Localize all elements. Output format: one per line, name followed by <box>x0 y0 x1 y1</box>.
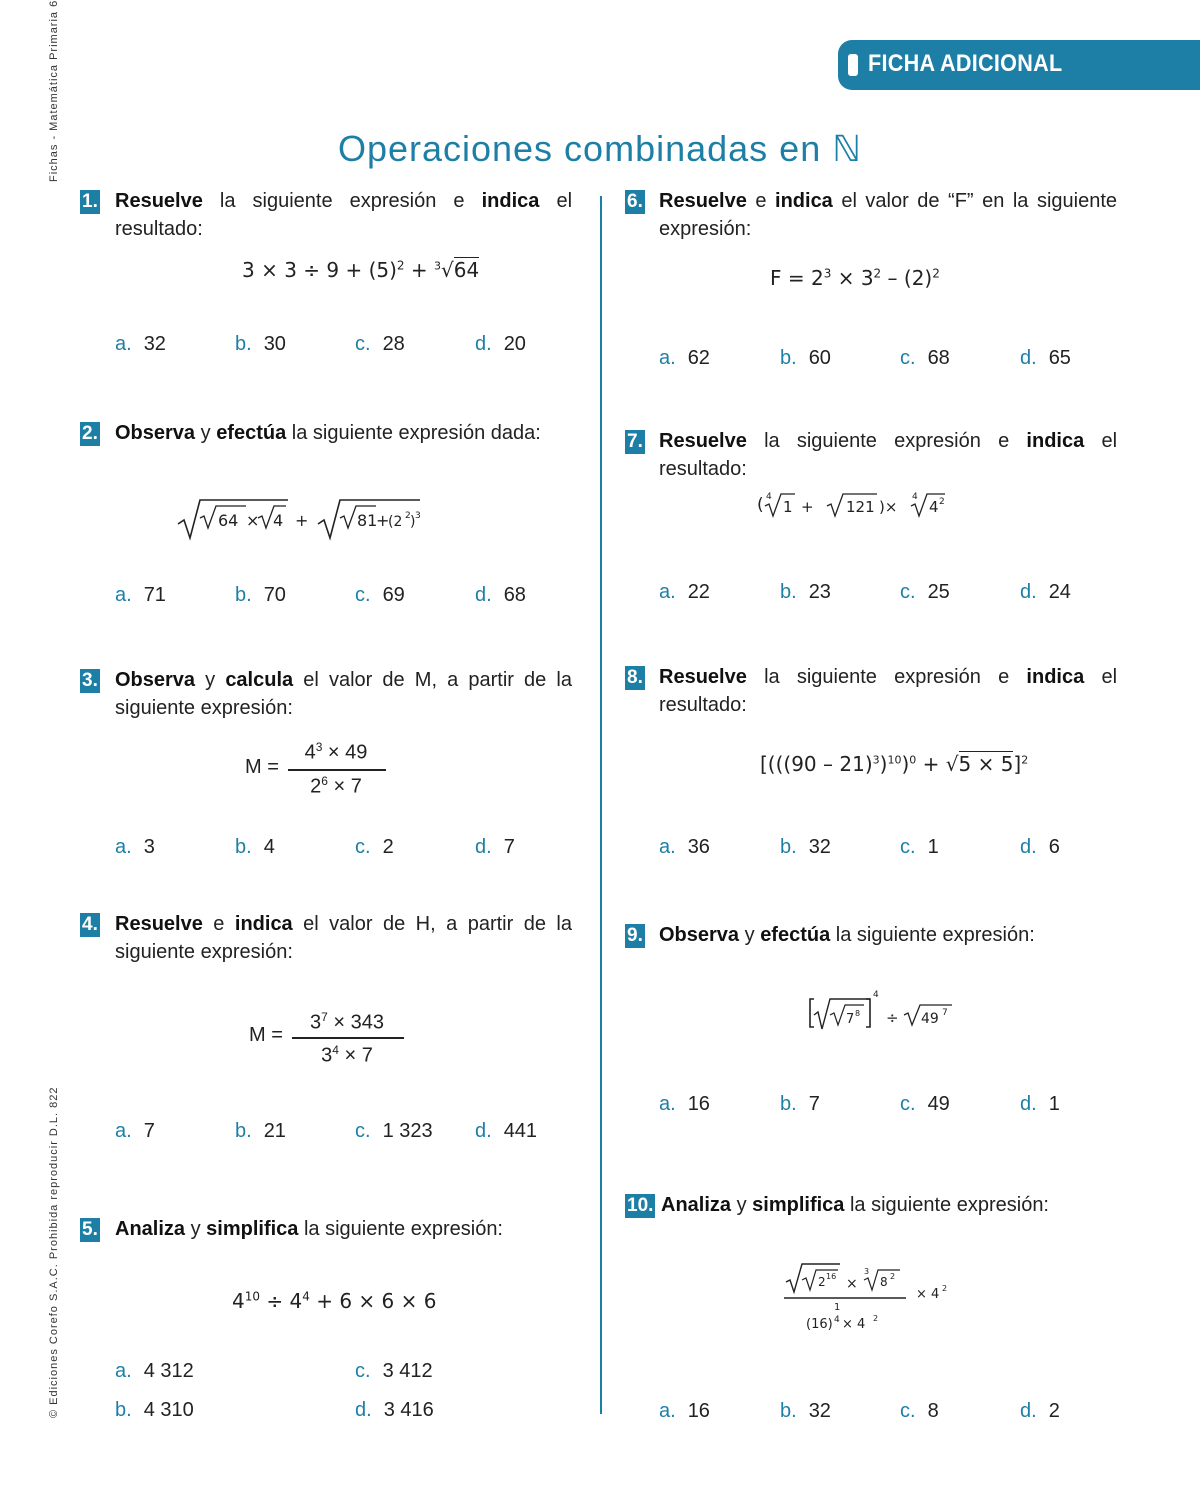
fraction-bar <box>292 1037 404 1039</box>
question-prompt: Analiza y simplifica la siguiente expresión: <box>115 1218 503 1240</box>
svg-text:4: 4 <box>273 511 284 530</box>
option-d[interactable]: d. 20 <box>475 333 526 355</box>
fraction-denominator: $3^4 \times 7$ <box>321 1043 373 1067</box>
question-number: 8. <box>627 667 643 688</box>
option-a[interactable]: a. 71 <box>115 584 166 606</box>
column-divider <box>600 196 602 1414</box>
question-number: 9. <box>627 925 643 946</box>
option-b[interactable]: b. 4 310 <box>115 1399 194 1421</box>
question-number: 6. <box>627 191 643 212</box>
math-expression: $[(((90 - 21)^3)^{10})^0 + √5 \times 5]^2$ <box>760 752 1029 776</box>
question-number: 3. <box>82 670 98 691</box>
svg-text:2: 2 <box>818 1275 826 1289</box>
option-a[interactable]: a. 36 <box>659 836 710 858</box>
svg-text:+: + <box>801 498 814 516</box>
option-b[interactable]: b. 30 <box>235 333 286 355</box>
svg-text:3: 3 <box>864 1267 870 1276</box>
svg-text:49: 49 <box>921 1011 939 1027</box>
page-title: Operaciones combinadas en ℕ <box>337 128 863 169</box>
option-b[interactable]: b. 21 <box>235 1120 286 1142</box>
option-c[interactable]: c. 69 <box>355 584 405 606</box>
svg-text:×: × <box>846 1276 858 1292</box>
option-d[interactable]: d. 1 <box>1020 1093 1060 1115</box>
svg-text:4: 4 <box>873 990 879 1000</box>
math-expression <box>170 496 440 544</box>
side-caption-top: Fichas - Matemática Primaria 6 <box>48 0 60 182</box>
question-number: 10. <box>627 1195 654 1216</box>
option-c[interactable]: c. 68 <box>900 347 950 369</box>
svg-text:7: 7 <box>846 1012 855 1027</box>
option-a[interactable]: a. 16 <box>659 1400 710 1422</box>
fraction-lhs: M = <box>249 1024 283 1046</box>
option-c[interactable]: c. 2 <box>355 836 394 858</box>
option-a[interactable]: a. 16 <box>659 1093 710 1115</box>
option-b[interactable]: b. 7 <box>780 1093 820 1115</box>
svg-text:2: 2 <box>405 511 411 521</box>
svg-text:+: + <box>295 511 309 530</box>
side-caption-bottom: © Ediciones Corefo S.A.C. Prohibida reproducir D.L. 822 <box>48 1086 60 1418</box>
option-d[interactable]: d. 24 <box>1020 581 1071 603</box>
option-d[interactable]: d. 68 <box>475 584 526 606</box>
option-b[interactable]: b. 32 <box>780 1400 831 1422</box>
fraction-denominator: $2^6 \times 7$ <box>310 774 362 798</box>
svg-text:1: 1 <box>834 1302 841 1313</box>
svg-text:7: 7 <box>942 1008 948 1018</box>
question-number: 1. <box>82 191 98 212</box>
svg-text:÷: ÷ <box>886 1009 899 1027</box>
fraction-numerator: $3^7 \times 343$ <box>310 1010 384 1034</box>
svg-text:(16): (16) <box>806 1317 833 1332</box>
math-expression <box>800 985 970 1035</box>
svg-text:×: × <box>246 511 260 530</box>
math-expression: $F = 2^3 \times 3^2 - (2)^2$ <box>770 266 940 290</box>
math-expression <box>780 1258 970 1338</box>
question-prompt: Resuelve la siguiente expresión e indica el resultado: <box>115 190 573 240</box>
svg-text:× 4: × 4 <box>916 1287 940 1302</box>
option-c[interactable]: c. 3 412 <box>355 1360 433 1382</box>
option-b[interactable]: b. 70 <box>235 584 286 606</box>
svg-text:2: 2 <box>942 1284 948 1293</box>
svg-text:)×: )× <box>879 498 898 516</box>
svg-text:2: 2 <box>873 1314 879 1323</box>
option-d[interactable]: d. 65 <box>1020 347 1071 369</box>
option-a[interactable]: a. 22 <box>659 581 710 603</box>
option-c[interactable]: c. 1 <box>900 836 939 858</box>
math-expression <box>755 488 955 522</box>
question-prompt: Observa y calcula el valor de M, a partir de la siguiente expresión: <box>115 669 572 719</box>
option-c[interactable]: c. 8 <box>900 1400 939 1422</box>
option-b[interactable]: b. 60 <box>780 347 831 369</box>
svg-text:× 4: × 4 <box>842 1317 866 1332</box>
option-c[interactable]: c. 25 <box>900 581 950 603</box>
fraction-lhs: M = <box>245 756 279 778</box>
option-a[interactable]: a. 32 <box>115 333 166 355</box>
option-b[interactable]: b. 23 <box>780 581 831 603</box>
question-prompt: Resuelve la siguiente expresión e indica el resultado: <box>659 666 1118 716</box>
svg-text:2: 2 <box>890 1272 896 1281</box>
svg-text:4: 4 <box>834 1315 840 1325</box>
svg-text:(: ( <box>757 495 764 515</box>
question-number: 5. <box>82 1219 98 1240</box>
option-d[interactable]: d. 3 416 <box>355 1399 434 1421</box>
svg-text:2: 2 <box>939 497 945 507</box>
option-a[interactable]: a. 62 <box>659 347 710 369</box>
svg-text:(2: (2 <box>388 514 403 530</box>
question-prompt: Analiza y simplifica la siguiente expresión: <box>661 1194 1049 1216</box>
svg-text:+: + <box>376 511 390 530</box>
option-b[interactable]: b. 32 <box>780 836 831 858</box>
question-prompt: Resuelve la siguiente expresión e indica el resultado: <box>659 430 1118 480</box>
tag-marker <box>848 54 858 76</box>
question-prompt: Resuelve e indica el valor de H, a partir de la siguiente expresión: <box>115 913 572 963</box>
svg-text:4: 4 <box>912 492 918 502</box>
svg-text:4: 4 <box>766 492 772 502</box>
svg-text:81: 81 <box>357 511 378 530</box>
option-c[interactable]: c. 49 <box>900 1093 950 1115</box>
svg-text:1: 1 <box>783 498 793 516</box>
svg-text:16: 16 <box>826 1272 837 1281</box>
question-prompt: Observa y efectúa la siguiente expresión dada: <box>115 422 541 444</box>
option-d[interactable]: d. 7 <box>475 836 515 858</box>
svg-text:3: 3 <box>415 511 421 521</box>
option-d[interactable]: d. 441 <box>475 1120 538 1142</box>
math-expression: $4^{10} \div 4^4 + 6 \times 6 \times 6$ <box>232 1289 437 1313</box>
question-number: 4. <box>82 914 98 935</box>
math-expression: $3 \times 3 \div 9 + (5)^2 + ^3√64$ <box>242 258 480 282</box>
fraction-numerator: $4^3 \times 49$ <box>304 740 368 764</box>
question-number: 7. <box>627 431 643 452</box>
option-c[interactable]: c. 1 323 <box>355 1120 433 1142</box>
option-c[interactable]: c. 28 <box>355 333 405 355</box>
svg-text:): ) <box>410 514 416 530</box>
option-a[interactable]: a. 3 <box>115 836 155 858</box>
option-b[interactable]: b. 4 <box>235 836 275 858</box>
fraction-bar <box>288 769 386 771</box>
svg-text:121: 121 <box>846 498 875 516</box>
svg-text:64: 64 <box>218 511 239 530</box>
option-a[interactable]: a. 7 <box>115 1120 155 1142</box>
question-prompt: Observa y efectúa la siguiente expresión: <box>659 924 1035 946</box>
option-a[interactable]: a. 4 312 <box>115 1360 194 1382</box>
svg-text:8: 8 <box>855 1009 861 1018</box>
option-d[interactable]: d. 6 <box>1020 836 1060 858</box>
option-d[interactable]: d. 2 <box>1020 1400 1060 1422</box>
svg-text:8: 8 <box>880 1275 888 1289</box>
svg-text:4: 4 <box>929 498 939 516</box>
question-prompt: Resuelve e indica el valor de “F” en la siguiente expresión: <box>659 190 1117 240</box>
header-tag-label: FICHA ADICIONAL <box>868 50 1063 77</box>
question-number: 2. <box>82 423 98 444</box>
